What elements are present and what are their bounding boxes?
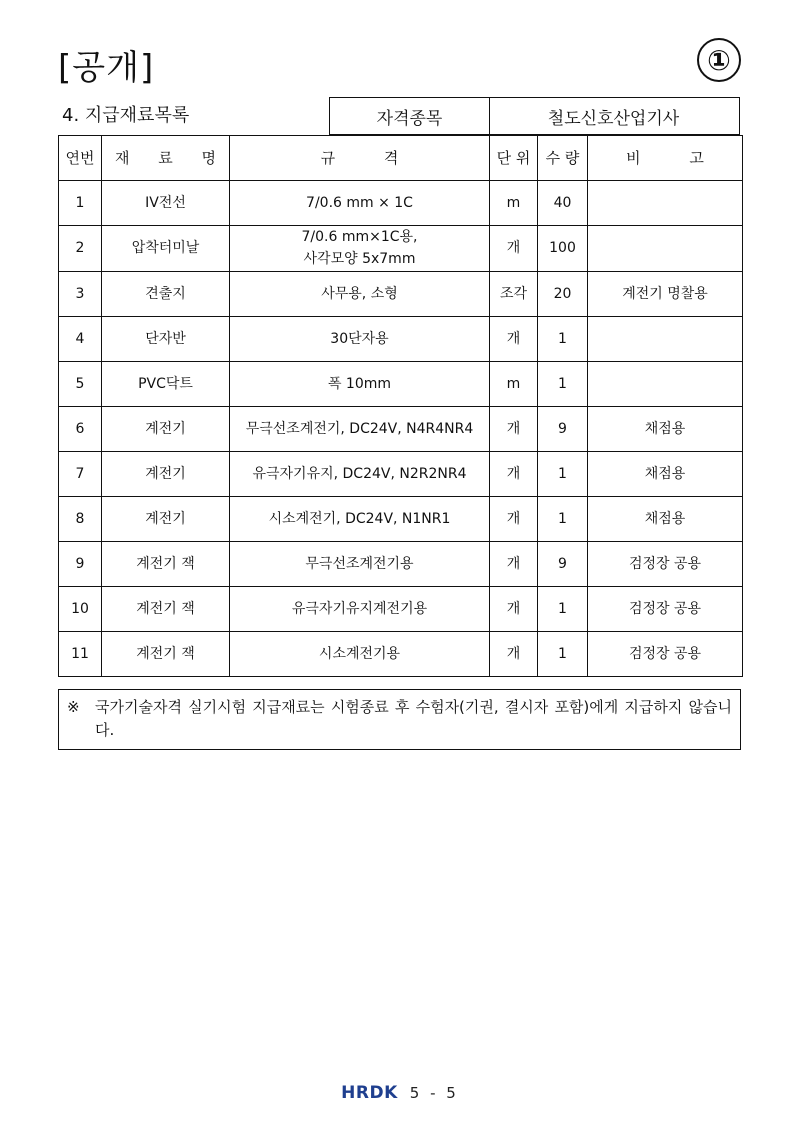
cell-name: 계전기 잭 bbox=[102, 541, 230, 586]
cell-no: 4 bbox=[59, 316, 102, 361]
cell-name: 계전기 bbox=[102, 496, 230, 541]
col-header-no: 연번 bbox=[59, 136, 102, 181]
materials-table bbox=[58, 135, 743, 677]
cell-qty: 1 bbox=[538, 361, 588, 406]
cell-name: 계전기 잭 bbox=[102, 631, 230, 676]
cell-no: 9 bbox=[59, 541, 102, 586]
page-marker-circle: ① bbox=[697, 38, 741, 82]
col-header-unit: 단 위 bbox=[490, 136, 538, 181]
document-classification-tag: [공개] bbox=[58, 48, 155, 88]
cell-no: 8 bbox=[59, 496, 102, 541]
table-row bbox=[59, 271, 743, 316]
cell-unit: 개 bbox=[490, 496, 538, 541]
cell-qty: 9 bbox=[538, 541, 588, 586]
cell-note: 계전기 명찰용 bbox=[588, 271, 743, 316]
page-footer bbox=[0, 1080, 800, 1106]
table-row bbox=[59, 451, 743, 496]
cell-no: 3 bbox=[59, 271, 102, 316]
table-row bbox=[59, 631, 743, 676]
cell-name: 견출지 bbox=[102, 271, 230, 316]
section-title: 4. 지급재료목록 bbox=[62, 105, 190, 126]
table-row bbox=[59, 361, 743, 406]
col-header-name: 재 료 명 bbox=[102, 136, 230, 181]
cell-unit: 개 bbox=[490, 226, 538, 272]
cell-unit: m bbox=[490, 361, 538, 406]
cell-note: 채점용 bbox=[588, 496, 743, 541]
col-header-spec: 규 격 bbox=[230, 136, 490, 181]
cell-qty: 9 bbox=[538, 406, 588, 451]
cell-no: 5 bbox=[59, 361, 102, 406]
cell-spec-line: 무극선조계전기, DC24V, N4R4NR4 bbox=[245, 420, 474, 437]
cell-spec-line: 시소계전기용 bbox=[318, 645, 401, 662]
cell-no: 7 bbox=[59, 451, 102, 496]
cell-unit: 개 bbox=[490, 316, 538, 361]
cell-name: 계전기 bbox=[102, 406, 230, 451]
cell-spec-line: 사각모양 5x7mm bbox=[303, 251, 416, 268]
cell-no: 10 bbox=[59, 586, 102, 631]
cell-note bbox=[588, 316, 743, 361]
table-row bbox=[59, 226, 743, 272]
cell-spec-line: 폭 10mm bbox=[327, 375, 392, 392]
cell-no: 1 bbox=[59, 181, 102, 226]
hrdk-logo: HRDK bbox=[341, 1083, 398, 1103]
table-row bbox=[59, 541, 743, 586]
cell-name: 계전기 잭 bbox=[102, 586, 230, 631]
cell-unit: 개 bbox=[490, 406, 538, 451]
table-row bbox=[59, 586, 743, 631]
cell-no: 11 bbox=[59, 631, 102, 676]
cell-spec bbox=[230, 541, 490, 586]
col-header-note: 비 고 bbox=[588, 136, 743, 181]
table-header-row bbox=[59, 136, 743, 181]
cell-spec bbox=[230, 586, 490, 631]
footer-page-number: 5 - 5 bbox=[409, 1084, 459, 1102]
cell-note: 채점용 bbox=[588, 406, 743, 451]
cell-note bbox=[588, 361, 743, 406]
cell-qty: 40 bbox=[538, 181, 588, 226]
cell-note: 검정장 공용 bbox=[588, 631, 743, 676]
cell-spec-line: 무극선조계전기용 bbox=[305, 555, 414, 572]
cell-unit: 개 bbox=[490, 586, 538, 631]
cell-qty: 20 bbox=[538, 271, 588, 316]
table-row bbox=[59, 496, 743, 541]
table-row bbox=[59, 316, 743, 361]
cell-spec bbox=[230, 406, 490, 451]
cell-no: 6 bbox=[59, 406, 102, 451]
qualification-value: 철도신호산업기사 bbox=[488, 97, 740, 135]
section-header bbox=[58, 97, 742, 135]
cell-note: 채점용 bbox=[588, 451, 743, 496]
cell-spec bbox=[230, 361, 490, 406]
cell-spec-line: 사무용, 소형 bbox=[321, 285, 398, 302]
cell-spec bbox=[230, 451, 490, 496]
qualification-label: 자격종목 bbox=[329, 97, 490, 135]
table-row bbox=[59, 181, 743, 226]
notice-mark: ※ bbox=[67, 698, 80, 716]
cell-note: 검정장 공용 bbox=[588, 586, 743, 631]
cell-qty: 1 bbox=[538, 631, 588, 676]
cell-unit: 개 bbox=[490, 541, 538, 586]
cell-spec-line: 시소계전기, DC24V, N1NR1 bbox=[268, 510, 451, 527]
cell-name: 계전기 bbox=[102, 451, 230, 496]
cell-spec-line: 30단자용 bbox=[330, 330, 389, 347]
cell-no: 2 bbox=[59, 226, 102, 272]
cell-spec bbox=[230, 496, 490, 541]
cell-qty: 1 bbox=[538, 586, 588, 631]
notice-box bbox=[58, 689, 741, 750]
cell-unit: 조각 bbox=[490, 271, 538, 316]
cell-qty: 100 bbox=[538, 226, 588, 272]
cell-spec-line: 7/0.6 mm×1C용, bbox=[301, 229, 418, 245]
cell-qty: 1 bbox=[538, 316, 588, 361]
cell-note bbox=[588, 181, 743, 226]
cell-unit: 개 bbox=[490, 631, 538, 676]
cell-note bbox=[588, 226, 743, 272]
cell-spec-line: 유극자기유지, DC24V, N2R2NR4 bbox=[252, 465, 467, 482]
cell-unit: 개 bbox=[490, 451, 538, 496]
col-header-qty: 수 량 bbox=[538, 136, 588, 181]
cell-name: 압착터미날 bbox=[102, 226, 230, 272]
cell-spec bbox=[230, 271, 490, 316]
notice-text: 국가기술자격 실기시험 지급재료는 시험종료 후 수험자(기권, 결시자 포함)에게 지급하지 않습니다. bbox=[95, 698, 732, 740]
cell-name: PVC닥트 bbox=[102, 361, 230, 406]
cell-spec-line: 7/0.6 mm × 1C bbox=[306, 194, 413, 211]
cell-note: 검정장 공용 bbox=[588, 541, 743, 586]
table-row bbox=[59, 406, 743, 451]
cell-name: IV전선 bbox=[102, 181, 230, 226]
cell-spec-line: 유극자기유지계전기용 bbox=[291, 600, 428, 617]
cell-spec bbox=[230, 181, 490, 226]
cell-name: 단자반 bbox=[102, 316, 230, 361]
cell-unit: m bbox=[490, 181, 538, 226]
cell-qty: 1 bbox=[538, 451, 588, 496]
cell-spec bbox=[230, 316, 490, 361]
cell-qty: 1 bbox=[538, 496, 588, 541]
cell-spec bbox=[230, 631, 490, 676]
cell-spec bbox=[230, 226, 490, 272]
